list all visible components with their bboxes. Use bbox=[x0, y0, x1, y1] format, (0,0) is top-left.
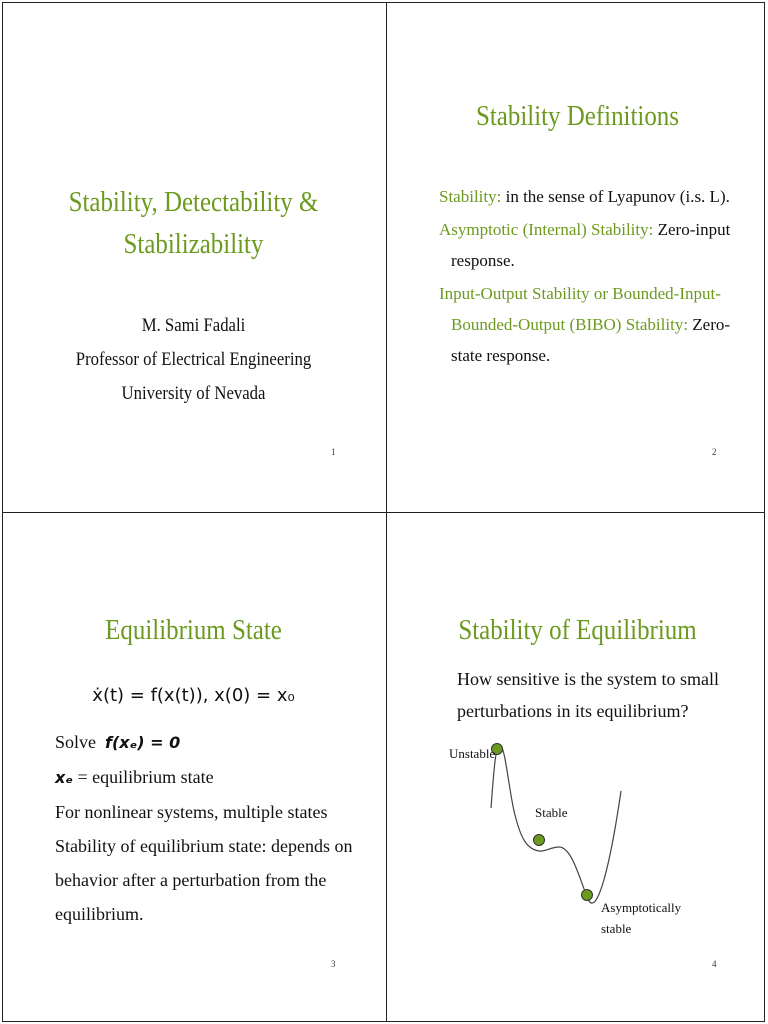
slide-1-title-line-1: Stability, Detectability & bbox=[68, 186, 319, 218]
slide-3-body bbox=[55, 725, 375, 931]
body-line: Stability of equilibrium state: depends on bbox=[55, 836, 353, 856]
stable-ball-icon bbox=[534, 835, 545, 846]
definition-text: Zero-input response. bbox=[451, 220, 731, 270]
definition-item bbox=[439, 278, 759, 371]
handout-sheet bbox=[2, 2, 765, 1022]
author-name: M. Sami Fadali bbox=[141, 315, 246, 336]
potential-curve bbox=[491, 745, 621, 903]
label-asymptotic-1: Asymptotically bbox=[601, 900, 682, 915]
body-line: For nonlinear systems, multiple states bbox=[55, 802, 328, 822]
definition-term: Input-Output Stability or Bounded-Input-Bounded-Output (BIBO) Stability: bbox=[439, 284, 721, 334]
xe-symbol: xₑ bbox=[55, 768, 73, 787]
slide-2-title: Stability Definitions bbox=[476, 100, 679, 132]
slide-1-title-line-2: Stabilizability bbox=[123, 228, 264, 260]
body-line: equilibrium. bbox=[55, 904, 144, 924]
label-asymptotic-2: stable bbox=[601, 921, 632, 936]
author-institution: University of Nevada bbox=[121, 383, 266, 404]
definition-term: Asymptotic (Internal) Stability: bbox=[439, 220, 654, 239]
asymptotic-ball-icon bbox=[582, 890, 593, 901]
state-equation: ẋ(t) = f(x(t)), x(0) = x₀ bbox=[92, 685, 295, 706]
author-block bbox=[26, 309, 361, 411]
solve-word: Solve bbox=[55, 732, 97, 752]
page-number-4: 4 bbox=[712, 959, 717, 969]
slide-4-title: Stability of Equilibrium bbox=[458, 614, 697, 646]
slide-1-title bbox=[30, 181, 358, 265]
label-unstable: Unstable bbox=[449, 746, 496, 761]
page-number-3: 3 bbox=[331, 959, 336, 969]
slide-3-title: Equilibrium State bbox=[105, 614, 282, 646]
author-position: Professor of Electrical Engineering bbox=[75, 349, 312, 370]
equilibrium-line bbox=[55, 760, 375, 795]
slide-4 bbox=[387, 513, 768, 1021]
question-line-1: How sensitive is the system to small bbox=[457, 669, 719, 689]
xe-definition: = equilibrium state bbox=[72, 767, 214, 787]
stability-landscape-diagram bbox=[387, 513, 768, 1021]
definition-term: Stability: bbox=[439, 187, 502, 206]
definition-text: Zero-state response. bbox=[451, 315, 731, 365]
definition-item bbox=[439, 214, 759, 276]
page-number-1: 1 bbox=[331, 447, 336, 457]
definition-list bbox=[439, 181, 759, 373]
page-number-2: 2 bbox=[712, 447, 717, 457]
solve-line bbox=[55, 725, 375, 760]
definition-text: in the sense of Lyapunov (i.s. L). bbox=[501, 187, 730, 206]
body-line: behavior after a perturbation from the bbox=[55, 870, 327, 890]
slide-3 bbox=[3, 513, 384, 1021]
definition-item bbox=[439, 181, 759, 212]
slide-2 bbox=[387, 3, 768, 511]
solve-equation: f(xₑ) = 0 bbox=[105, 733, 181, 752]
slide-1 bbox=[3, 3, 384, 511]
question-line-2: perturbations in its equilibrium? bbox=[457, 701, 689, 721]
label-stable: Stable bbox=[535, 805, 568, 820]
